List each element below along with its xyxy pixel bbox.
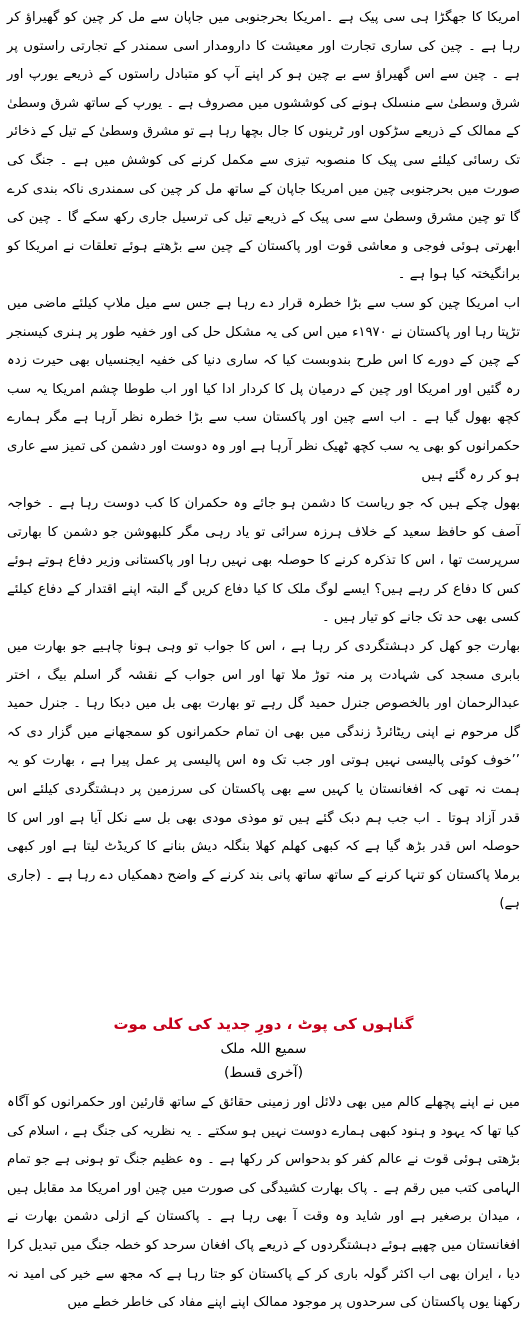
article2-author: سمیع اللہ ملک [220,1041,307,1057]
article1-paragraph-4: بھارت جو کھل کر دہشتگردی کر رہا ہے ، اس کا جواب تو وہی ہونا چاہیے جو بھارت میں بابری مسجد کی شہادت پر منہ توڑ ملا تھا اور اس جواب کے نقشہ گر اسلم بیگ ، اختر عبدالرحمان اور بالخصوص جنرل حمید گل رہے تو بھارت بھی بل میں دبکا رہا ۔ جنرل حمید گل مرحوم نے اپنی ریٹائرڈ زندگی میں بھی ان تمام حکمرانوں کو سمجھانے میں گزار دی کہ ’’خوف کوئی پالیسی نہیں ہوتی اور جب تک وہ اس پالیسی پر عمل پیرا ہے ، بھارت کو یہ ہمت نہ تھی کہ افغانستان یا کہیں سے بھی پاکستان کی سرزمین پر دہشتگردی کیلئے اس قدر آزاد ہوتا ۔ اب جب ہم دبک گئے ہیں تو موذی مودی بھی بل سے نکل آیا ہے اور اس کا حوصلہ اس قدر بڑھ گیا ہے کہ کبھی کھلم کھلا بنگلہ دیش بنانے کا کریڈٹ لیتا ہے اور کبھی برملا پاکستان کو تنہا کرنے کے ساتھ ساتھ پانی بند کرنے کے واضح دھمکیاں دے رہا ہے ۔ (جاری ہے) [7,639,520,912]
article2-paragraph-1: میں نے اپنے پچھلے کالم میں بھی دلائل اور زمینی حقائق کے ساتھ قارئین اور حکمرانوں کو آگاہ کیا تھا کہ یہود و ہنود کبھی ہمارے دوست نہیں ہو سکتے ۔ یہ نظریہ کی جنگ ہے ، اسلام کی بڑھتی ہوئی قوت نے عالم کفر کو بدحواس کر رکھا ہے ۔ وہ عظیم جنگ تو ہونی ہے جو تمام الہامی کتب میں رقم ہے ۔ پاک بھارت کشیدگی کی صورت میں چین اور امریکا مد مقابل ہیں ، میدان برصغیر ہے اور شاید وہ وقت آ بھی رہا ہے ۔ پاکستان کے ازلی دشمن بھارت نے افغانستان میں چھپے ہوئے دہشتگردوں کے ذریعے پاک افغان سرحد کو خطہ جنگ میں تبدیل کرا دیا ، ایران بھی اب اکثر گولہ باری کر کے پاکستان کو جتا رہا ہے کہ مجھ سے خیر کی امید نہ رکھنا یوں پاکستان کی سرحدوں پر موجود ممالک اپنے اپنے مفاد کی خاطر خطے میں [7,1095,520,1311]
article2-part-label: (آخری قسط) [223,1065,304,1081]
article1-paragraph-2: اب امریکا چین کو سب سے بڑا خطرہ قرار دے رہا ہے جس سے میل ملاپ کیلئے ماضی میں تڑپتا رہا اور پاکستان نے ۱۹۷۰ء میں اس کی یہ مشکل حل کی اور خفیہ طور پر ہنری کیسنجر کے چین کے دورے کا اس طرح بندوبست کیا کہ ساری دنیا کی خفیہ ایجنسیاں بھی حیرت زدہ رہ گئیں اور امریکا اور چین کے درمیان پل کا کردار ادا کیا اور اب طوطا چشم امریکا یہ سب کچھ بھول گیا ہے ۔ اب اسے چین اور پاکستان سب سے بڑا خطرہ نظر آرہا ہے مگر ہمارے حکمرانوں کو بھی یہ سب کچھ ٹھیک نظر آرہا ہے اور وہ دوست اور دشمن کی تمیز سے عاری ہو کر رہ گئے ہیں [7,295,520,483]
article1-paragraph-1: امریکا کا جھگڑا ہی سی پیک ہے ۔امریکا بحرجنوبی میں جاپان سے مل کر چین کو گھیراؤ کر رہا ہے ۔ چین کی ساری تجارت اور معیشت کا دارومدار اسی سمندر کے تجارتی راستوں پر ہے ۔ چین سے اس گھیراؤ سے بے چین ہو کر اپنے آپ کو متبادل راستوں کے ذریعے یورپ اور شرق وسطیٰ سے منسلک ہونے کی کوششوں میں مصروف ہے ۔ یورپ کے ساتھ شرق وسطیٰ کے ممالک کے ذریعے سڑکوں اور ٹرینوں کا جال بچھا رہا ہے تو مشرق وسطیٰ کے تیل کے ذخائر تک رسائی کیلئے سی پیک کا منصوبہ تیزی سے مکمل کرنے کی کوشش میں ہے ۔ جنگ کی صورت میں بحرجنوبی چین میں امریکا جاپان کے ساتھ مل کر چین کی سمندری ناکہ بندی کرے گا تو چین مشرق وسطیٰ سے سی پیک کے ذریعے تیل کی ترسیل جاری رکھ سکے گا ۔ چین کی ابھرتی ہوئی فوجی و معاشی قوت اور پاکستان کے چین سے بڑھتے ہوئے تعلقات نے امریکا کو برانگیختہ کیا ہوا ہے ۔ [7,10,520,283]
article2-title: گناہوں کی پوٹ ، دورِ جدید کی کلی موت [113,1015,414,1033]
article1-paragraph-3: بھول چکے ہیں کہ جو ریاست کا دشمن ہو جائے وہ حکمران کا کب دوست رہا ہے ۔ خواجہ آصف کو حافظ سعید کے خلاف ہرزہ سرائی تو یاد رہی مگر کلبھوشن جو دشمن کا بھارتی سرپرست تھا ، اس کا تذکرہ کرنے کا حوصلہ بھی نہیں رہا اور پاکستانی وزیر دفاع ہوتے ہوئے کس کا دفاع کر رہے ہیں؟ ایسے لوگ ملک کا کیا دفاع کریں گے البتہ اپنے اقتدار کے دفاع کیلئے کسی بھی حد تک جانے کو تیار ہیں ۔ [7,496,520,626]
section-gap [7,919,520,1011]
